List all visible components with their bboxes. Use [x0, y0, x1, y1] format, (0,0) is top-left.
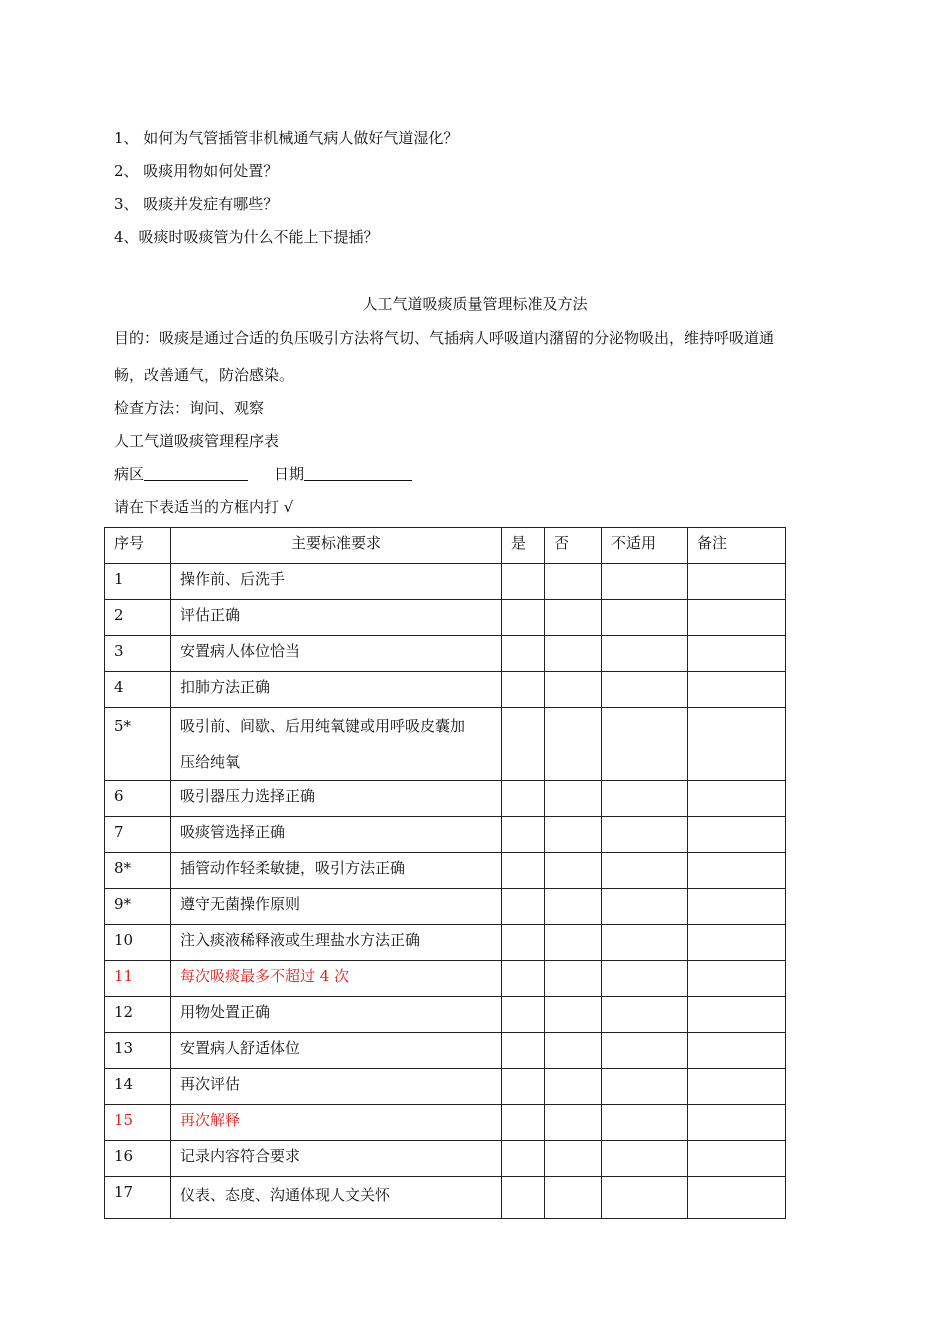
row-requirement: 吸痰管选择正确	[171, 817, 502, 853]
remarks-cell[interactable]	[688, 600, 786, 636]
yes-cell[interactable]	[502, 853, 545, 889]
table-row	[105, 817, 786, 853]
na-cell[interactable]	[602, 672, 688, 708]
row-requirement: 插管动作轻柔敏捷，吸引方法正确	[171, 853, 502, 889]
row-number: 13	[105, 1033, 171, 1069]
row-number: 8*	[105, 853, 171, 889]
remarks-cell[interactable]	[688, 1033, 786, 1069]
no-cell[interactable]	[545, 564, 602, 600]
table-row	[105, 1177, 786, 1219]
yes-cell[interactable]	[502, 817, 545, 853]
remarks-cell[interactable]	[688, 997, 786, 1033]
na-cell[interactable]	[602, 1069, 688, 1105]
ward-label: 病区	[114, 465, 145, 483]
remarks-cell[interactable]	[688, 1105, 786, 1141]
instruction: 请在下表适当的方框内打 √	[114, 498, 294, 516]
remarks-cell[interactable]	[688, 1177, 786, 1219]
row-number: 14	[105, 1069, 171, 1105]
yes-cell[interactable]	[502, 1105, 545, 1141]
yes-cell[interactable]	[502, 961, 545, 997]
row-requirement: 遵守无菌操作原则	[171, 889, 502, 925]
na-cell[interactable]	[602, 1141, 688, 1177]
table-row	[105, 672, 786, 708]
table-header-row	[105, 528, 786, 564]
checklist-table	[104, 527, 786, 1219]
row-requirement: 操作前、后洗手	[171, 564, 502, 600]
no-cell[interactable]	[545, 708, 602, 781]
yes-cell[interactable]	[502, 636, 545, 672]
no-cell[interactable]	[545, 600, 602, 636]
header-not-applicable: 不适用	[602, 528, 688, 564]
row-requirement: 安置病人体位恰当	[171, 636, 502, 672]
yes-cell[interactable]	[502, 672, 545, 708]
row-number: 17	[105, 1177, 171, 1219]
remarks-cell[interactable]	[688, 1141, 786, 1177]
remarks-cell[interactable]	[688, 925, 786, 961]
table-row	[105, 889, 786, 925]
na-cell[interactable]	[602, 1033, 688, 1069]
na-cell[interactable]	[602, 636, 688, 672]
table-row	[105, 1033, 786, 1069]
remarks-cell[interactable]	[688, 1069, 786, 1105]
no-cell[interactable]	[545, 1033, 602, 1069]
na-cell[interactable]	[602, 889, 688, 925]
no-cell[interactable]	[545, 781, 602, 817]
row-requirement-line-2: 压给纯氧	[180, 753, 241, 771]
row-requirement: 注入痰液稀释液或生理盐水方法正确	[171, 925, 502, 961]
no-cell[interactable]	[545, 961, 602, 997]
row-number: 7	[105, 817, 171, 853]
row-number: 16	[105, 1141, 171, 1177]
question-2: 2、 吸痰用物如何处置？	[114, 162, 279, 180]
row-number: 6	[105, 781, 171, 817]
header-yes: 是	[502, 528, 545, 564]
no-cell[interactable]	[545, 1177, 602, 1219]
table-row	[105, 997, 786, 1033]
table-row-highlighted	[105, 1105, 786, 1141]
remarks-cell[interactable]	[688, 781, 786, 817]
no-cell[interactable]	[545, 1141, 602, 1177]
row-number: 2	[105, 600, 171, 636]
na-cell[interactable]	[602, 997, 688, 1033]
yes-cell[interactable]	[502, 925, 545, 961]
na-cell[interactable]	[602, 1105, 688, 1141]
table-row	[105, 636, 786, 672]
row-number: 9*	[105, 889, 171, 925]
row-requirement: 再次解释	[171, 1105, 502, 1141]
table-row	[105, 853, 786, 889]
no-cell[interactable]	[545, 1105, 602, 1141]
row-requirement: 再次评估	[171, 1069, 502, 1105]
row-number: 1	[105, 564, 171, 600]
yes-cell[interactable]	[502, 600, 545, 636]
row-requirement: 扣肺方法正确	[171, 672, 502, 708]
yes-cell[interactable]	[502, 1033, 545, 1069]
yes-cell[interactable]	[502, 564, 545, 600]
remarks-cell[interactable]	[688, 672, 786, 708]
row-requirement	[171, 708, 502, 781]
row-requirement: 吸引器压力选择正确	[171, 781, 502, 817]
na-cell[interactable]	[602, 600, 688, 636]
document-title: 人工气道吸痰质量管理标准及方法	[362, 295, 588, 313]
table-row	[105, 1141, 786, 1177]
yes-cell[interactable]	[502, 1069, 545, 1105]
header-requirement: 主要标准要求	[171, 528, 502, 564]
row-requirement-line-1: 吸引前、间歇、后用纯氧键或用呼吸皮囊加	[180, 717, 466, 735]
table-row	[105, 925, 786, 961]
row-requirement: 记录内容符合要求	[171, 1141, 502, 1177]
check-method: 检查方法：询问、观察	[114, 399, 265, 417]
remarks-cell[interactable]	[688, 853, 786, 889]
program-title: 人工气道吸痰管理程序表	[114, 432, 280, 450]
yes-cell[interactable]	[502, 708, 545, 781]
na-cell[interactable]	[602, 781, 688, 817]
table-row-highlighted	[105, 961, 786, 997]
no-cell[interactable]	[545, 817, 602, 853]
purpose-line-2: 畅，改善通气，防治感染。	[114, 366, 295, 384]
header-no-answer: 否	[545, 528, 602, 564]
na-cell[interactable]	[602, 1177, 688, 1219]
na-cell[interactable]	[602, 564, 688, 600]
remarks-cell[interactable]	[688, 817, 786, 853]
row-number: 5*	[105, 708, 171, 781]
row-requirement: 仪表、态度、沟通体现人文关怀	[171, 1177, 502, 1219]
table-row	[105, 564, 786, 600]
header-remarks: 备注	[688, 528, 786, 564]
no-cell[interactable]	[545, 997, 602, 1033]
na-cell[interactable]	[602, 708, 688, 781]
row-number: 10	[105, 925, 171, 961]
yes-cell[interactable]	[502, 1141, 545, 1177]
row-number: 3	[105, 636, 171, 672]
row-requirement: 用物处置正确	[171, 997, 502, 1033]
remarks-cell[interactable]	[688, 708, 786, 781]
remarks-cell[interactable]	[688, 636, 786, 672]
na-cell[interactable]	[602, 925, 688, 961]
question-3: 3、 吸痰并发症有哪些？	[114, 195, 279, 213]
yes-cell[interactable]	[502, 889, 545, 925]
purpose-line-1: 目的：吸痰是通过合适的负压吸引方法将气切、气插病人呼吸道内潴留的分泌物吸出，维持呼吸道通	[114, 329, 775, 347]
na-cell[interactable]	[602, 817, 688, 853]
no-cell[interactable]	[545, 636, 602, 672]
date-label: 日期	[274, 465, 305, 483]
no-cell[interactable]	[545, 925, 602, 961]
row-requirement: 安置病人舒适体位	[171, 1033, 502, 1069]
no-cell[interactable]	[545, 1069, 602, 1105]
no-cell[interactable]	[545, 889, 602, 925]
row-requirement: 每次吸痰最多不超过 4 次	[171, 961, 502, 997]
table-row	[105, 600, 786, 636]
remarks-cell[interactable]	[688, 564, 786, 600]
date-blank	[304, 465, 412, 481]
yes-cell[interactable]	[502, 781, 545, 817]
row-number: 4	[105, 672, 171, 708]
table-row	[105, 708, 786, 781]
ward-blank	[144, 465, 248, 481]
no-cell[interactable]	[545, 853, 602, 889]
question-1: 1、 如何为气管插管非机械通气病人做好气道湿化？	[114, 129, 459, 147]
question-4: 4、吸痰时吸痰管为什么不能上下提插？	[114, 228, 379, 246]
row-requirement: 评估正确	[171, 600, 502, 636]
table-row	[105, 1069, 786, 1105]
header-no: 序号	[105, 528, 171, 564]
row-number: 11	[105, 961, 171, 997]
yes-cell[interactable]	[502, 997, 545, 1033]
ward-date-line	[114, 464, 412, 484]
row-number: 15	[105, 1105, 171, 1141]
yes-cell[interactable]	[502, 1177, 545, 1219]
table-row	[105, 781, 786, 817]
row-number: 12	[105, 997, 171, 1033]
remarks-cell[interactable]	[688, 889, 786, 925]
na-cell[interactable]	[602, 961, 688, 997]
remarks-cell[interactable]	[688, 961, 786, 997]
no-cell[interactable]	[545, 672, 602, 708]
na-cell[interactable]	[602, 853, 688, 889]
